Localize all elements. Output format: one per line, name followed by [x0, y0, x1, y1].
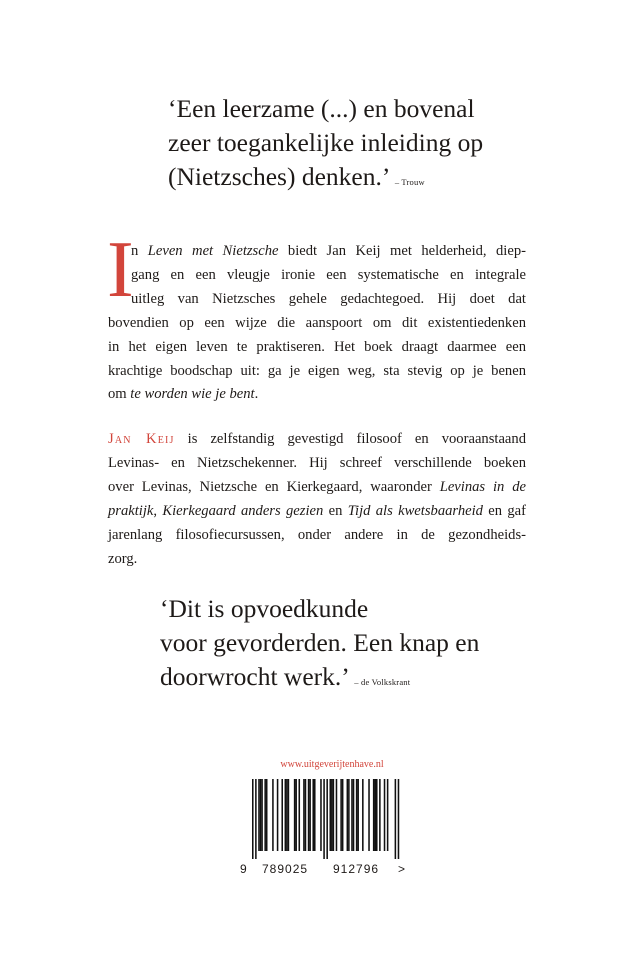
barcode-bar [348, 779, 350, 851]
barcode-bar [264, 779, 266, 851]
barcode-bar [384, 779, 386, 851]
paragraph2-line-4-italic-3: Tijd als kwetsbaarheid [347, 502, 483, 519]
drop-cap: I [107, 226, 134, 314]
barcode-bar [295, 779, 297, 851]
quote-bottom-line-2: voor gevorderden. Een knap en [160, 628, 480, 657]
paragraph2-line-3-italic: Levinas in de [439, 478, 526, 495]
barcode-bar [326, 779, 328, 859]
quote-top-line-1: ‘Een leerzame (...) en bovenal [168, 94, 475, 123]
barcode-bar [340, 779, 342, 851]
barcode-bar [362, 779, 364, 851]
barcode-bar [309, 779, 311, 851]
barcode-bar [395, 779, 397, 859]
isbn-right-group: 912796 [333, 862, 380, 876]
barcode-bar [376, 779, 378, 851]
barcode-bars [240, 775, 408, 861]
paragraph1-line-7-b: . [254, 386, 259, 403]
paragraph2-line-3-a: over Levinas, Nietzsche en Kierkegaard, waaronder [108, 478, 440, 495]
paragraph1-line-1 [108, 240, 526, 264]
quote-bottom-line-3 [160, 660, 560, 699]
barcode-bar [333, 779, 335, 851]
paragraph1-line-7 [108, 383, 526, 407]
barcode-bar [379, 779, 381, 851]
barcode-bar [266, 779, 268, 851]
barcode-bar [330, 779, 332, 851]
isbn-first-digit: 9 [240, 862, 247, 876]
paragraph2-line-4 [108, 500, 526, 524]
paragraph1-line-1-a: n [131, 243, 148, 259]
barcode-bar [374, 779, 376, 851]
barcode-bar [398, 779, 400, 859]
barcode-bar [277, 779, 279, 851]
barcode-bar [331, 779, 333, 851]
publisher-url: www.uitgeverijtenhave.nl [280, 759, 384, 770]
barcode-bar [303, 779, 305, 851]
book-title: Leven met Nietzsche [147, 243, 279, 259]
paragraph2-line-1-text: is zelfstandig gevestigd filosoof en vooraanstaand [174, 431, 526, 447]
barcode-bar [347, 779, 349, 851]
barcode-bar [299, 779, 301, 851]
barcode-bar [356, 779, 358, 851]
isbn-left-group: 789025 [262, 862, 309, 876]
quote-top [168, 92, 548, 199]
paragraph2-line-4-italic-1: praktijk [108, 502, 154, 519]
barcode-bar [336, 779, 338, 851]
barcode-bar [255, 779, 257, 859]
barcode-bar [351, 779, 353, 851]
barcode-bar [373, 779, 375, 851]
paragraph2-line-5: jarenlang filosofiecursussen, onder andere in de gezondheids- [108, 526, 526, 543]
paragraph2-line-4-b: en [323, 502, 348, 519]
quote-top-line-2: zeer toegankelijke inleiding op [168, 128, 484, 157]
paragraph1-line-3: uitleg van Nietzsches gehele gedachtegoed. Hij doet dat [131, 290, 526, 307]
paragraph2-line-4-c: en gaf [482, 502, 527, 519]
paragraph1-line-7-italic: te worden wie je bent [130, 386, 255, 403]
paragraph2-line-4-italic-2: Kierkegaard anders gezien [162, 502, 324, 519]
barcode-bar [342, 779, 344, 851]
paragraph2-line-4-a: , [153, 502, 163, 519]
barcode-bar [252, 779, 254, 859]
author-name: Jan Keij [108, 431, 175, 447]
author-bio [108, 428, 526, 571]
barcode-bar [294, 779, 296, 851]
barcode-bar [286, 779, 288, 851]
paragraph2-line-2: Levinas- en Nietzschekenner. Hij schreef verschillende boeken [108, 454, 526, 471]
barcode-bar [258, 779, 260, 851]
paragraph1-line-5: in het eigen leven te praktiseren. Het boek draagt daarmee een [108, 338, 526, 355]
paragraph1-line-1-b: biedt Jan Keij met helderheid, diep- [278, 243, 526, 259]
paragraph2-line-1 [108, 428, 526, 452]
barcode-bar [260, 779, 262, 851]
quote-top-line-3 [168, 160, 548, 199]
barcode-bar [357, 779, 359, 851]
barcode-bar [320, 779, 322, 851]
paragraph1-line-2: gang en een vleugje ironie een systematische en integrale [131, 266, 526, 283]
barcode-bar [387, 779, 389, 851]
paragraph1-line-6: krachtige boodschap uit: ga je eigen weg, sta stevig op je benen [108, 362, 526, 379]
barcode-bar [312, 779, 314, 851]
paragraph2-line-3 [108, 476, 526, 500]
isbn-marker: > [398, 862, 406, 876]
barcode-bar [288, 779, 290, 851]
paragraph1-line-4: bovendien op een wijze die aanspoort om dit existentiedenken [108, 314, 526, 331]
barcode-bar [308, 779, 310, 851]
barcode-bar [281, 779, 283, 851]
paragraph2-line-6: zorg. [108, 550, 138, 567]
barcode-bar [285, 779, 287, 851]
quote-bottom-line-1: ‘Dit is opvoedkunde [160, 594, 369, 623]
quote-top-source: – Trouw [394, 177, 425, 187]
barcode-bar [314, 779, 316, 851]
quote-bottom [160, 592, 560, 699]
barcode-bar [305, 779, 307, 851]
description-paragraph [107, 226, 526, 407]
paragraph1-line-7-a: om [108, 386, 131, 403]
quote-top-line-3-text: (Nietzsches) denken.’ [168, 162, 389, 191]
barcode-bar [261, 779, 263, 851]
barcode-bar [323, 779, 325, 859]
quote-bottom-source: – de Volkskrant [354, 677, 411, 687]
barcode-bar [368, 779, 370, 851]
barcode-bar [353, 779, 355, 851]
barcode-bar [272, 779, 274, 851]
quote-bottom-line-3-text: doorwrocht werk.’ [160, 662, 348, 691]
